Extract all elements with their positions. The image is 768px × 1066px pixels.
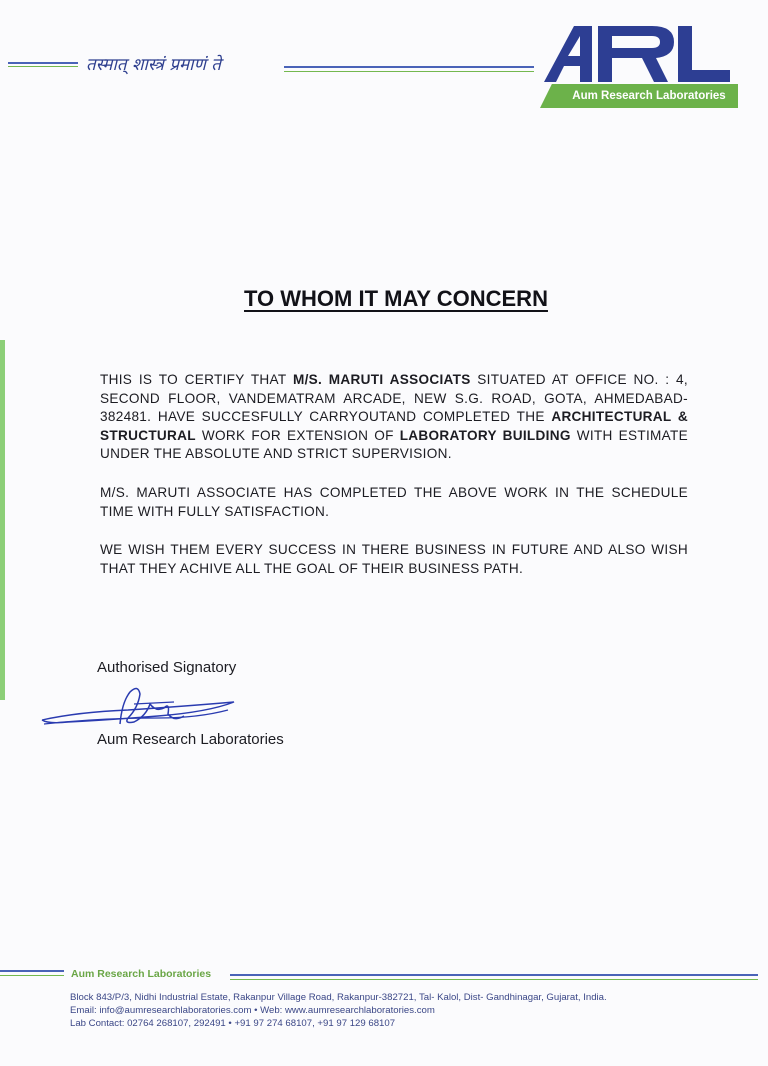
p1-text-1: THIS IS TO CERTIFY THAT [100, 372, 293, 387]
p1-text-4: WITH ESTIMATE UNDER THE ABSOLUTE AND STRICT SUPERVISION. [100, 427, 688, 462]
signatory-label: Authorised Signatory [97, 659, 237, 676]
footer-organisation: Aum Research Laboratories [71, 968, 212, 980]
certificate-paragraph-3: WE WISH THEM EVERY SUCCESS IN THERE BUSINESS IN FUTURE AND ALSO WISH THAT THEY ACHIVE ALL THE GOAL OF THEIR BUSINESS PATH. [100, 542, 688, 576]
p1-text-3: WORK FOR EXTENSION OF [195, 427, 400, 443]
p1-bold-work-type: ARCHITECTURAL & STRUCTURAL [100, 409, 689, 443]
footer-rule-right-green [230, 979, 758, 980]
page-title [196, 284, 596, 320]
header-rule-right-blue [284, 66, 534, 68]
footer-email-web: Email: info@aumresearchlaboratories.com • Web: www.aumresearchlaboratories.com [70, 1005, 435, 1016]
p1-text-2: SITUATED AT OFFICE NO. : 4, SECOND FLOOR, VANDEMATRAM ARCADE, NEW S.G. ROAD, GOTA, AHMEDABAD-382481. HAVE SUCCESFULLY CARRYOUTAND COMPLETED THE [100, 372, 688, 425]
header-motto: तस्मात् शास्त्रं प्रमाणं ते [86, 55, 221, 75]
handwritten-signature-icon [38, 682, 242, 730]
signatory-organisation: Aum Research Laboratories [97, 731, 284, 748]
logo-text: Aum Research Laboratories [572, 90, 726, 102]
p1-bold-company: M/S. MARUTI ASSOCIATS [292, 372, 471, 387]
footer-rule-left-green [0, 975, 64, 976]
p1-bold-building: LABORATORY BUILDING [399, 427, 571, 443]
header-rule-left-green [8, 66, 78, 67]
footer-rule-right-blue [230, 974, 758, 976]
left-accent-bar [0, 340, 5, 700]
company-logo [540, 22, 744, 112]
arl-logo-mark-icon [540, 22, 744, 86]
certificate-paragraph-2: M/S. MARUTI ASSOCIATE HAS COMPLETED THE ABOVE WORK IN THE SCHEDULE TIME WITH FULLY SATISFACTION. [100, 485, 688, 519]
certificate-paragraph-1 [100, 371, 688, 464]
header-rule-left-blue [8, 62, 78, 64]
header-rule-right-green [284, 71, 534, 72]
footer-rule-left-blue [0, 970, 64, 972]
footer-lab-contact: Lab Contact: 02764 268107, 292491 • +91 97 274 68107, +91 97 129 68107 [70, 1018, 396, 1029]
page-title-text: TO WHOM IT MAY CONCERN [244, 286, 548, 311]
footer-address: Block 843/P/3, Nidhi Industrial Estate, Rakanpur Village Road, Rakanpur-382721, Tal- Kalol, Dist- Gandhinagar, Gujarat, India. [70, 992, 607, 1003]
